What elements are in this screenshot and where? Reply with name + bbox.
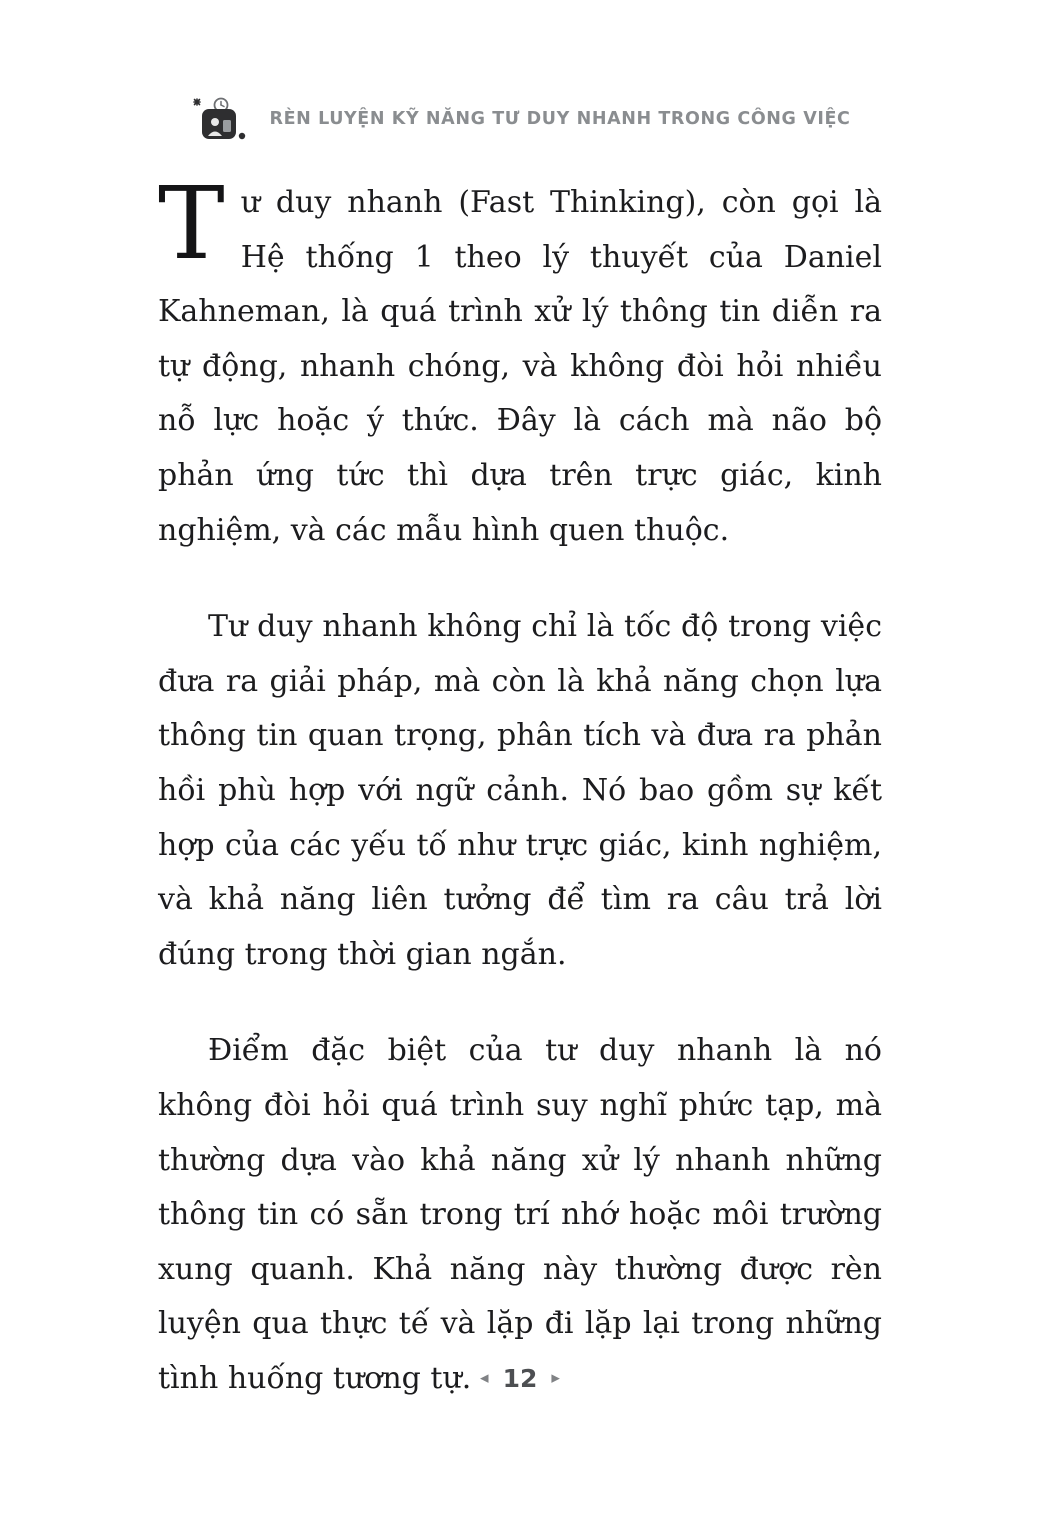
page-header bbox=[158, 96, 882, 142]
running-head-title: RÈN LUYỆN KỸ NĂNG TƯ DUY NHANH TRONG CÔNG VIỆC bbox=[269, 109, 851, 129]
dropcap-letter: T bbox=[158, 165, 225, 282]
page-footer bbox=[0, 1364, 1040, 1393]
prev-page-icon: ◂ bbox=[480, 1368, 489, 1388]
page-number: 12 bbox=[502, 1364, 538, 1393]
paragraph: Tư duy nhanh không chỉ là tốc độ trong việc đưa ra giải pháp, mà còn là khả năng chọn lựa thông tin quan trọng, phân tích và đưa ra phản hồi phù hợp với ngữ cảnh. Nó bao gồm sự kết hợp của các yếu tố như trực giác, kinh nghiệm, và khả năng liên tưởng để tìm ra câu trả lời đúng trong thời gian ngắn. bbox=[158, 609, 882, 972]
paragraph-opening bbox=[158, 165, 882, 558]
next-page-icon: ▸ bbox=[551, 1368, 560, 1388]
chapter-logo-icon bbox=[190, 96, 254, 142]
page-body bbox=[158, 165, 882, 1406]
paragraph: Điểm đặc biệt của tư duy nhanh là nó không đòi hỏi quá trình suy nghĩ phức tạp, mà thường dựa vào khả năng xử lý nhanh những thông tin có sẵn trong trí nhớ hoặc môi trường xung quanh. Khả năng này thường được rèn luyện qua thực tế và lặp đi lặp lại trong những tình huống tương tự. bbox=[158, 1033, 882, 1396]
paragraph-opening-text: ư duy nhanh (Fast Thinking), còn gọi là Hệ thống 1 theo lý thuyết của Daniel Kahneman, là quá trình xử lý thông tin diễn ra tự động, nhanh chóng, và không đòi hỏi nhiều nỗ lực hoặc ý thức. Đây là cách mà não bộ phản ứng tức thì dựa trên trực giác, kinh nghiệm, và các mẫu hình quen thuộc. bbox=[158, 185, 882, 548]
